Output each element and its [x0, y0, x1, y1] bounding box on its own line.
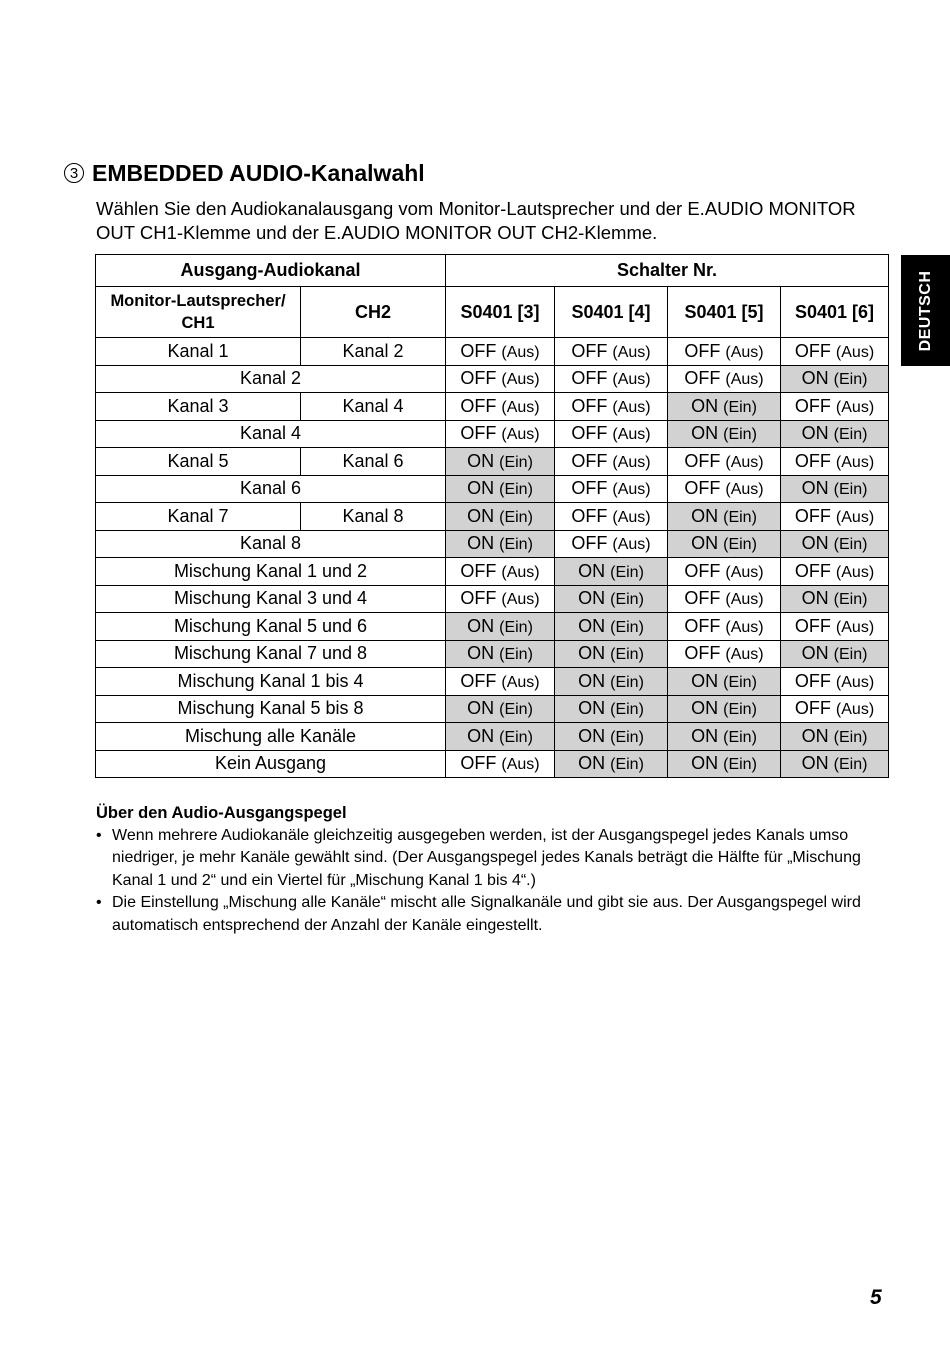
output-channel-cell: Kanal 8	[96, 530, 446, 558]
switch-state-translation: (Aus)	[725, 343, 764, 361]
switch-state-cell	[668, 750, 781, 778]
switch-state-label: ON	[801, 753, 829, 774]
switch-state-label: ON	[467, 643, 495, 664]
note-text: Die Einstellung „Mischung alle Kanäle“ mischt alle Signalkanäle und gibt sie aus. Der Ausgangspegel wird automatisch entsprechend der Anzahl der Kanäle eingestellt.	[112, 894, 861, 934]
switch-state-label: OFF	[571, 423, 608, 444]
header-ch2: CH2	[301, 287, 446, 338]
section-heading	[64, 158, 425, 188]
switch-state-cell	[668, 530, 781, 558]
bullet-icon: •	[96, 826, 102, 844]
switch-state-cell	[555, 640, 668, 668]
switch-state-translation: (Ein)	[499, 508, 533, 526]
ch1-cell: Kanal 3	[96, 393, 301, 421]
switch-state-cell	[555, 503, 668, 531]
switch-state-translation: (Aus)	[612, 398, 651, 416]
output-channel-cell: Mischung Kanal 7 und 8	[96, 640, 446, 668]
switch-state-label: OFF	[684, 588, 721, 609]
switch-state-translation: (Aus)	[501, 673, 540, 691]
switch-state-cell	[555, 723, 668, 751]
switch-state-cell	[446, 503, 555, 531]
switch-state-cell	[446, 640, 555, 668]
table-row	[96, 503, 889, 531]
switch-state-translation: (Ein)	[723, 673, 757, 691]
switch-state-translation: (Ein)	[723, 728, 757, 746]
header-switch-number: Schalter Nr.	[446, 255, 889, 287]
switch-state-cell	[446, 668, 555, 696]
switch-state-label: OFF	[571, 340, 608, 361]
switch-state-cell	[446, 448, 555, 476]
switch-state-translation: (Aus)	[612, 508, 651, 526]
switch-state-label: OFF	[460, 423, 497, 444]
ch2-cell: Kanal 6	[301, 448, 446, 476]
switch-state-cell	[668, 695, 781, 723]
output-channel-cell: Mischung Kanal 1 bis 4	[96, 668, 446, 696]
switch-state-label: OFF	[794, 615, 831, 636]
switch-state-label: OFF	[684, 368, 721, 389]
switch-state-translation: (Aus)	[725, 481, 764, 499]
switch-state-translation: (Ein)	[499, 453, 533, 471]
output-channel-cell: Mischung Kanal 5 und 6	[96, 613, 446, 641]
switch-state-cell	[781, 475, 889, 503]
table-row	[96, 338, 889, 366]
switch-state-label: OFF	[684, 478, 721, 499]
ch2-cell: Kanal 8	[301, 503, 446, 531]
switch-state-label: ON	[801, 478, 829, 499]
switch-state-translation: (Aus)	[835, 453, 875, 471]
switch-state-label: ON	[801, 643, 829, 664]
switch-state-translation: (Ein)	[723, 508, 757, 526]
switch-state-label: OFF	[460, 395, 497, 416]
output-channel-cell: Kein Ausgang	[96, 750, 446, 778]
switch-state-cell	[668, 640, 781, 668]
table-row	[96, 668, 889, 696]
table-row	[96, 613, 889, 641]
switch-state-cell	[781, 338, 889, 366]
switch-state-cell	[781, 750, 889, 778]
switch-state-translation: (Aus)	[835, 701, 875, 719]
switch-state-cell	[446, 750, 555, 778]
switch-state-label: ON	[578, 670, 606, 691]
switch-state-translation: (Ein)	[499, 646, 533, 664]
switch-state-translation: (Aus)	[725, 646, 764, 664]
switch-state-cell	[446, 613, 555, 641]
switch-state-cell	[555, 338, 668, 366]
switch-state-label: ON	[801, 368, 829, 389]
switch-state-cell	[446, 695, 555, 723]
language-tab-label: DEUTSCH	[916, 270, 934, 351]
switch-state-label: OFF	[794, 395, 831, 416]
switch-state-label: ON	[578, 560, 606, 581]
switch-state-translation: (Aus)	[612, 371, 651, 389]
output-channel-cell: Mischung Kanal 1 und 2	[96, 558, 446, 586]
switch-state-translation: (Ein)	[610, 701, 644, 719]
header-switch-3: S0401 [3]	[446, 287, 555, 338]
switch-state-cell	[781, 530, 889, 558]
switch-state-cell	[555, 393, 668, 421]
section-title: EMBEDDED AUDIO-Kanalwahl	[92, 159, 425, 186]
table-subheader-row	[96, 287, 889, 338]
switch-state-cell	[446, 475, 555, 503]
page-number: 5	[870, 1286, 882, 1309]
table-row	[96, 695, 889, 723]
header-switch-4: S0401 [4]	[555, 287, 668, 338]
switch-state-label: OFF	[571, 368, 608, 389]
switch-state-label: ON	[578, 588, 606, 609]
switch-state-label: ON	[801, 588, 829, 609]
switch-state-label: OFF	[794, 698, 831, 719]
switch-state-cell	[555, 530, 668, 558]
switch-state-translation: (Aus)	[835, 618, 875, 636]
switch-state-label: ON	[467, 478, 495, 499]
switch-state-cell	[668, 338, 781, 366]
output-channel-cell: Mischung alle Kanäle	[96, 723, 446, 751]
bullet-icon: •	[96, 894, 102, 912]
ch2-cell: Kanal 2	[301, 338, 446, 366]
header-switch-5: S0401 [5]	[668, 287, 781, 338]
switch-state-label: OFF	[571, 533, 608, 554]
header-output-channel: Ausgang-Audiokanal	[96, 255, 446, 287]
switch-state-label: OFF	[460, 753, 497, 774]
switch-state-cell	[555, 695, 668, 723]
switch-state-label: ON	[467, 698, 495, 719]
switch-state-translation: (Aus)	[501, 426, 540, 444]
switch-state-cell	[668, 558, 781, 586]
switch-state-label: ON	[691, 725, 719, 746]
switch-state-translation: (Aus)	[835, 398, 875, 416]
switch-state-cell	[446, 558, 555, 586]
switch-state-label: OFF	[460, 368, 497, 389]
switch-state-translation: (Aus)	[501, 343, 540, 361]
switch-state-translation: (Ein)	[723, 398, 757, 416]
note-item	[96, 892, 886, 937]
note-item	[96, 825, 886, 893]
switch-state-cell	[781, 365, 889, 393]
ch1-cell: Kanal 1	[96, 338, 301, 366]
output-channel-cell: Mischung Kanal 3 und 4	[96, 585, 446, 613]
switch-state-translation: (Aus)	[501, 398, 540, 416]
output-channel-cell: Kanal 4	[96, 420, 446, 448]
table-row	[96, 365, 889, 393]
switch-state-cell	[555, 613, 668, 641]
switch-state-label: OFF	[460, 670, 497, 691]
switch-state-label: ON	[691, 698, 719, 719]
header-switch-6: S0401 [6]	[781, 287, 889, 338]
switch-state-cell	[446, 365, 555, 393]
switch-state-cell	[446, 393, 555, 421]
switch-state-label: OFF	[794, 450, 831, 471]
switch-state-label: OFF	[460, 588, 497, 609]
switch-state-cell	[555, 448, 668, 476]
switch-state-translation: (Ein)	[833, 481, 868, 499]
switch-state-label: ON	[801, 533, 829, 554]
switch-state-cell	[446, 338, 555, 366]
switch-state-translation: (Ein)	[723, 756, 757, 774]
switch-state-translation: (Ein)	[610, 618, 644, 636]
switch-state-cell	[781, 503, 889, 531]
switch-state-label: ON	[691, 533, 719, 554]
notes-section	[96, 802, 886, 938]
switch-state-label: ON	[578, 615, 606, 636]
switch-state-cell	[668, 420, 781, 448]
switch-state-translation: (Ein)	[833, 591, 868, 609]
switch-state-cell	[446, 585, 555, 613]
switch-state-label: ON	[691, 753, 719, 774]
switch-state-label: ON	[467, 533, 495, 554]
switch-state-label: OFF	[571, 395, 608, 416]
switch-state-translation: (Aus)	[501, 371, 540, 389]
switch-state-cell	[668, 393, 781, 421]
output-channel-cell: Mischung Kanal 5 bis 8	[96, 695, 446, 723]
switch-state-translation: (Aus)	[612, 481, 651, 499]
ch2-cell: Kanal 4	[301, 393, 446, 421]
switch-state-label: OFF	[684, 615, 721, 636]
switch-state-translation: (Ein)	[610, 673, 644, 691]
switch-state-cell	[555, 365, 668, 393]
switch-state-label: ON	[801, 725, 829, 746]
switch-state-translation: (Aus)	[501, 563, 540, 581]
switch-state-cell	[781, 613, 889, 641]
table-row	[96, 750, 889, 778]
switch-state-translation: (Ein)	[499, 481, 533, 499]
language-tab	[901, 255, 950, 366]
switch-state-label: ON	[467, 505, 495, 526]
switch-state-label: OFF	[794, 340, 831, 361]
switch-state-cell	[781, 420, 889, 448]
switch-table	[95, 254, 889, 778]
switch-state-translation: (Aus)	[725, 618, 764, 636]
switch-state-translation: (Aus)	[725, 591, 764, 609]
switch-state-label: OFF	[571, 505, 608, 526]
switch-state-label: OFF	[460, 560, 497, 581]
switch-state-label: ON	[578, 643, 606, 664]
switch-state-translation: (Aus)	[725, 563, 764, 581]
switch-state-translation: (Ein)	[833, 371, 868, 389]
note-text: Wenn mehrere Audiokanäle gleichzeitig ausgegeben werden, ist der Ausgangspegel jedes Kanals umso niedriger, je mehr Kanäle gewählt sind. (Der Ausgangspegel jedes Kanals beträgt die Hälfte für „Mischung Kanal 1 und 2“ und ein Viertel für „Mischung Kanal 1 bis 4“.)	[112, 826, 861, 889]
switch-state-translation: (Ein)	[610, 646, 644, 664]
switch-state-cell	[781, 393, 889, 421]
switch-state-translation: (Ein)	[499, 618, 533, 636]
switch-state-translation: (Ein)	[610, 591, 644, 609]
switch-state-label: ON	[691, 670, 719, 691]
switch-state-translation: (Aus)	[501, 591, 540, 609]
switch-state-cell	[668, 613, 781, 641]
switch-state-cell	[446, 530, 555, 558]
switch-state-translation: (Aus)	[835, 343, 875, 361]
switch-state-label: OFF	[794, 505, 831, 526]
switch-state-cell	[781, 585, 889, 613]
switch-state-label: OFF	[684, 340, 721, 361]
switch-state-translation: (Aus)	[835, 563, 875, 581]
switch-state-cell	[555, 750, 668, 778]
switch-state-label: ON	[578, 698, 606, 719]
notes-title: Über den Audio-Ausgangspegel	[96, 804, 347, 822]
switch-state-translation: (Ein)	[723, 536, 757, 554]
switch-state-translation: (Ein)	[833, 536, 868, 554]
switch-state-translation: (Aus)	[725, 453, 764, 471]
switch-state-translation: (Aus)	[612, 426, 651, 444]
switch-state-translation: (Ein)	[723, 426, 757, 444]
switch-state-translation: (Ein)	[610, 728, 644, 746]
switch-state-cell	[781, 695, 889, 723]
switch-state-label: OFF	[684, 450, 721, 471]
table-row	[96, 448, 889, 476]
switch-state-cell	[668, 503, 781, 531]
switch-state-label: OFF	[684, 560, 721, 581]
switch-state-label: ON	[467, 725, 495, 746]
table-row	[96, 393, 889, 421]
table-row	[96, 723, 889, 751]
section-number: 3	[64, 163, 84, 183]
switch-state-cell	[781, 723, 889, 751]
switch-state-translation: (Ein)	[499, 728, 533, 746]
switch-state-label: OFF	[684, 643, 721, 664]
table-row	[96, 585, 889, 613]
switch-state-label: OFF	[794, 670, 831, 691]
switch-state-translation: (Aus)	[835, 673, 875, 691]
switch-state-cell	[555, 475, 668, 503]
table-row	[96, 640, 889, 668]
switch-state-label: ON	[578, 753, 606, 774]
switch-state-translation: (Aus)	[612, 343, 651, 361]
switch-state-cell	[668, 365, 781, 393]
switch-state-cell	[781, 558, 889, 586]
switch-state-cell	[781, 668, 889, 696]
switch-state-translation: (Ein)	[610, 756, 644, 774]
switch-state-translation: (Ein)	[499, 536, 533, 554]
switch-state-label: OFF	[794, 560, 831, 581]
table-row	[96, 475, 889, 503]
switch-state-label: OFF	[571, 450, 608, 471]
switch-state-label: ON	[578, 725, 606, 746]
switch-state-translation: (Ein)	[833, 728, 868, 746]
switch-state-translation: (Aus)	[612, 536, 651, 554]
switch-state-cell	[555, 558, 668, 586]
switch-state-cell	[446, 723, 555, 751]
ch1-cell: Kanal 5	[96, 448, 301, 476]
table-row	[96, 420, 889, 448]
switch-state-cell	[668, 448, 781, 476]
switch-state-label: ON	[691, 395, 719, 416]
switch-state-translation: (Ein)	[723, 701, 757, 719]
intro-text: Wählen Sie den Audiokanalausgang vom Monitor-Lautsprecher und der E.AUDIO MONITOR OUT CH1-Klemme und der E.AUDIO MONITOR OUT CH2-Klemme.	[96, 198, 856, 243]
switch-state-label: OFF	[571, 478, 608, 499]
switch-state-translation: (Ein)	[833, 756, 868, 774]
switch-state-cell	[668, 475, 781, 503]
switch-state-translation: (Ein)	[833, 646, 868, 664]
switch-state-cell	[668, 585, 781, 613]
switch-state-translation: (Aus)	[612, 453, 651, 471]
switch-state-label: OFF	[460, 340, 497, 361]
switch-state-translation: (Aus)	[835, 508, 875, 526]
switch-state-cell	[555, 668, 668, 696]
ch1-cell: Kanal 7	[96, 503, 301, 531]
switch-state-label: ON	[691, 423, 719, 444]
switch-state-cell	[668, 668, 781, 696]
switch-state-cell	[555, 420, 668, 448]
output-channel-cell: Kanal 6	[96, 475, 446, 503]
switch-state-cell	[781, 448, 889, 476]
output-channel-cell: Kanal 2	[96, 365, 446, 393]
switch-state-cell	[668, 723, 781, 751]
notes-list	[96, 825, 886, 938]
switch-state-cell	[555, 585, 668, 613]
table-row	[96, 530, 889, 558]
header-monitor-ch1: Monitor-Lautsprecher/ CH1	[96, 287, 301, 338]
table-body	[96, 338, 889, 778]
switch-state-label: ON	[467, 450, 495, 471]
switch-state-label: ON	[467, 615, 495, 636]
switch-state-translation: (Ein)	[833, 426, 868, 444]
switch-state-cell	[781, 640, 889, 668]
switch-state-translation: (Ein)	[499, 701, 533, 719]
switch-state-translation: (Aus)	[501, 756, 540, 774]
switch-state-label: ON	[801, 423, 829, 444]
switch-state-cell	[446, 420, 555, 448]
switch-state-translation: (Aus)	[725, 371, 764, 389]
switch-state-translation: (Ein)	[610, 563, 644, 581]
table-header-row	[96, 255, 889, 287]
table-row	[96, 558, 889, 586]
switch-state-label: ON	[691, 505, 719, 526]
